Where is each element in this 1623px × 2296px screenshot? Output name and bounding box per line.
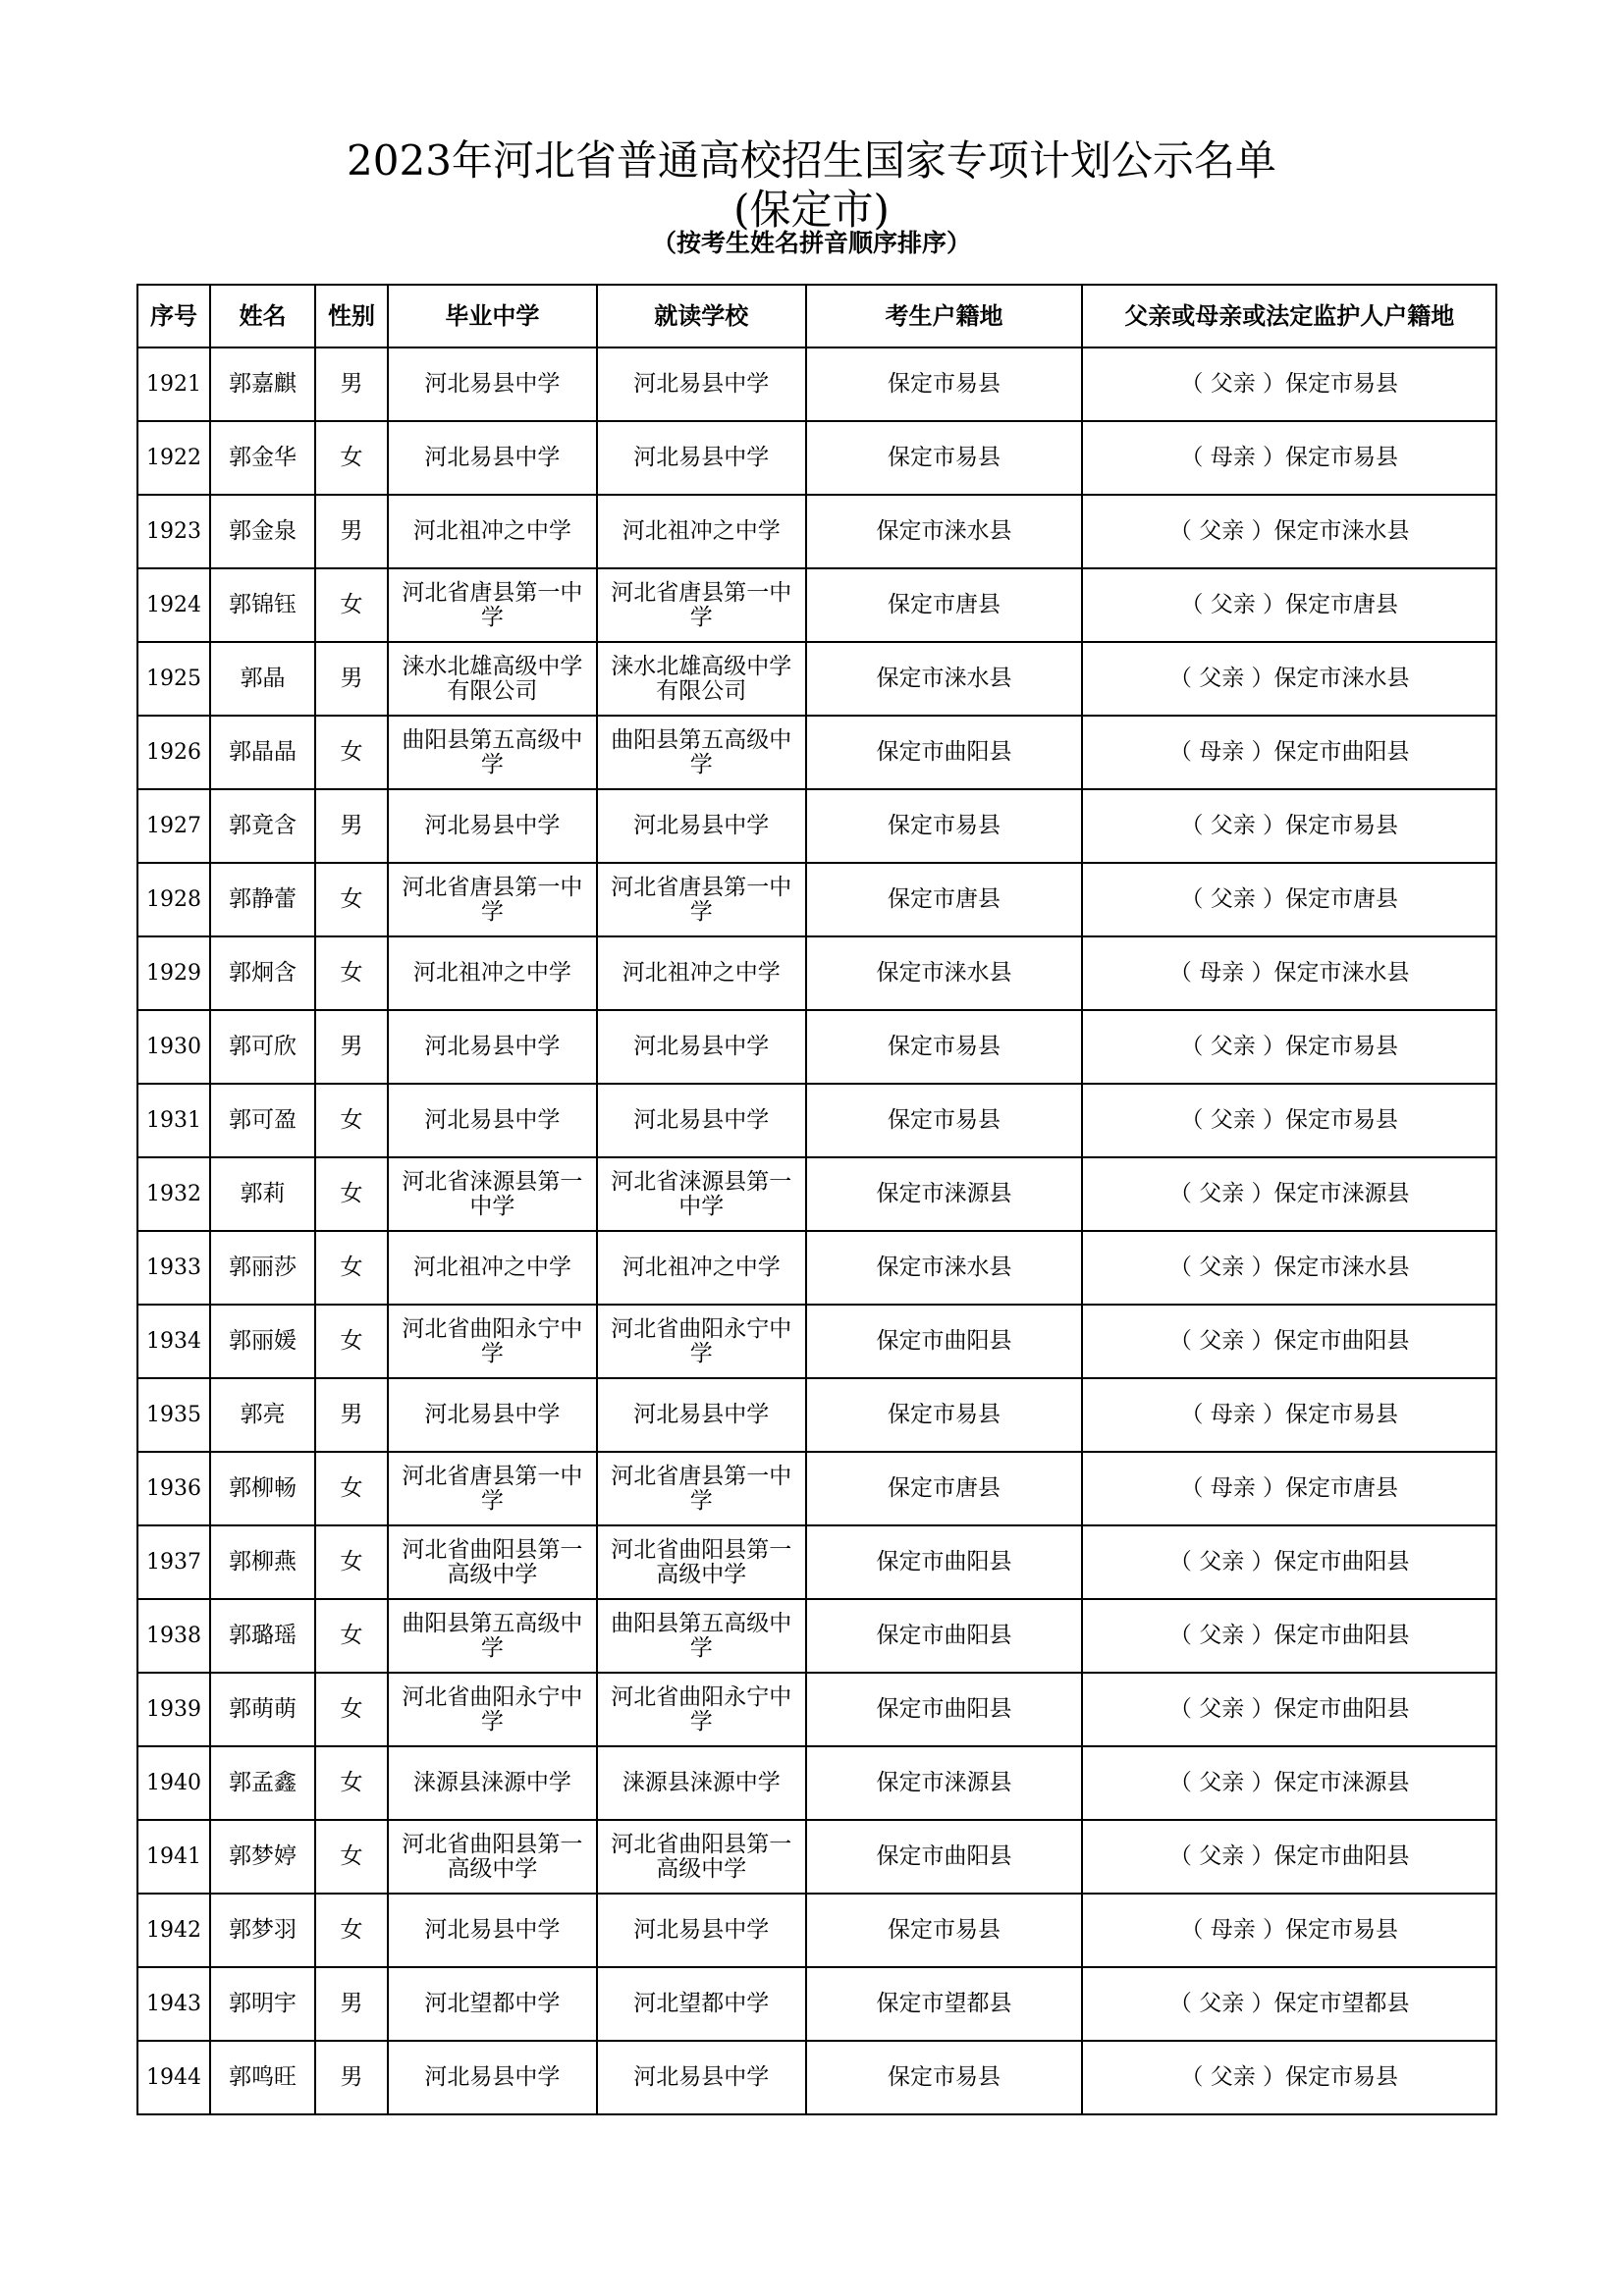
cell-gender: 女 [315,716,388,789]
cell-guardian-registration: （ 父亲 ）保定市涞水县 [1082,495,1496,568]
cell-name: 郭静蕾 [210,863,315,936]
cell-gender: 男 [315,789,388,863]
cell-name: 郭锦钰 [210,568,315,642]
cell-name: 郭晶 [210,642,315,716]
cell-current-school: 河北易县中学 [597,421,806,495]
page-subtitle: (保定市) [733,186,890,234]
cell-seq: 1928 [137,863,210,936]
cell-household-registration: 保定市易县 [806,789,1083,863]
cell-household-registration: 保定市易县 [806,1378,1083,1452]
cell-name: 郭亮 [210,1378,315,1452]
cell-name: 郭金泉 [210,495,315,568]
cell-gender: 男 [315,347,388,421]
header-seq: 序号 [137,285,210,347]
cell-graduated-school: 涞水北雄高级中学有限公司 [388,642,597,716]
cell-graduated-school: 河北易县中学 [388,1378,597,1452]
table-row [137,1599,1496,1673]
cell-gender: 男 [315,1010,388,1084]
cell-seq: 1921 [137,347,210,421]
cell-current-school: 河北易县中学 [597,1010,806,1084]
cell-current-school: 河北祖冲之中学 [597,1231,806,1305]
table-row [137,1378,1496,1452]
cell-guardian-registration: （ 父亲 ）保定市涞源县 [1082,1157,1496,1231]
cell-household-registration: 保定市涞水县 [806,1231,1083,1305]
cell-guardian-registration: （ 父亲 ）保定市唐县 [1082,863,1496,936]
cell-guardian-registration: （ 父亲 ）保定市曲阳县 [1082,1673,1496,1746]
cell-household-registration: 保定市曲阳县 [806,716,1083,789]
cell-household-registration: 保定市唐县 [806,863,1083,936]
table-row [137,347,1496,421]
sort-note: （按考生姓名拼音顺序排序） [651,229,971,257]
cell-gender: 男 [315,642,388,716]
cell-household-registration: 保定市涞水县 [806,936,1083,1010]
cell-seq: 1930 [137,1010,210,1084]
cell-seq: 1922 [137,421,210,495]
cell-name: 郭孟鑫 [210,1746,315,1820]
header-current-school: 就读学校 [597,285,806,347]
cell-household-registration: 保定市易县 [806,1084,1083,1157]
cell-guardian-registration: （ 父亲 ）保定市易县 [1082,1084,1496,1157]
cell-name: 郭丽媛 [210,1305,315,1378]
cell-household-registration: 保定市易县 [806,347,1083,421]
cell-guardian-registration: （ 父亲 ）保定市涞源县 [1082,1746,1496,1820]
cell-graduated-school: 河北易县中学 [388,789,597,863]
table-row [137,642,1496,716]
roster-table [136,284,1497,2115]
cell-household-registration: 保定市唐县 [806,1452,1083,1525]
cell-household-registration: 保定市易县 [806,421,1083,495]
cell-household-registration: 保定市涞水县 [806,642,1083,716]
table-row [137,568,1496,642]
cell-graduated-school: 河北省唐县第一中学 [388,568,597,642]
table-row [137,863,1496,936]
cell-guardian-registration: （ 母亲 ）保定市易县 [1082,421,1496,495]
cell-graduated-school: 河北祖冲之中学 [388,495,597,568]
cell-guardian-registration: （ 母亲 ）保定市曲阳县 [1082,716,1496,789]
cell-seq: 1923 [137,495,210,568]
cell-seq: 1931 [137,1084,210,1157]
cell-household-registration: 保定市易县 [806,1010,1083,1084]
cell-seq: 1932 [137,1157,210,1231]
cell-graduated-school: 河北省唐县第一中学 [388,1452,597,1525]
table-row [137,1525,1496,1599]
cell-gender: 女 [315,568,388,642]
cell-graduated-school: 河北易县中学 [388,2041,597,2114]
cell-gender: 女 [315,1525,388,1599]
header-graduated-school: 毕业中学 [388,285,597,347]
cell-graduated-school: 曲阳县第五高级中学 [388,1599,597,1673]
cell-seq: 1927 [137,789,210,863]
cell-household-registration: 保定市曲阳县 [806,1820,1083,1894]
table-row [137,495,1496,568]
cell-seq: 1940 [137,1746,210,1820]
header-name: 姓名 [210,285,315,347]
table-row [137,1084,1496,1157]
table-row [137,1305,1496,1378]
cell-gender: 女 [315,1231,388,1305]
cell-guardian-registration: （ 父亲 ）保定市涞水县 [1082,642,1496,716]
header-guardian-registration: 父亲或母亲或法定监护人户籍地 [1082,285,1496,347]
table-row [137,1010,1496,1084]
table-row [137,2041,1496,2114]
cell-name: 郭炯含 [210,936,315,1010]
cell-graduated-school: 河北祖冲之中学 [388,936,597,1010]
cell-household-registration: 保定市曲阳县 [806,1673,1083,1746]
cell-gender: 男 [315,1378,388,1452]
table-row [137,421,1496,495]
cell-gender: 女 [315,863,388,936]
cell-seq: 1938 [137,1599,210,1673]
cell-household-registration: 保定市涞水县 [806,495,1083,568]
cell-name: 郭可欣 [210,1010,315,1084]
cell-name: 郭嘉麒 [210,347,315,421]
cell-guardian-registration: （ 父亲 ）保定市涞水县 [1082,1231,1496,1305]
cell-household-registration: 保定市唐县 [806,568,1083,642]
cell-graduated-school: 河北易县中学 [388,1894,597,1967]
cell-household-registration: 保定市曲阳县 [806,1599,1083,1673]
cell-household-registration: 保定市易县 [806,1894,1083,1967]
table-row [137,1820,1496,1894]
cell-graduated-school: 河北易县中学 [388,421,597,495]
cell-household-registration: 保定市曲阳县 [806,1305,1083,1378]
cell-current-school: 河北省唐县第一中学 [597,1452,806,1525]
cell-gender: 女 [315,1894,388,1967]
cell-seq: 1926 [137,716,210,789]
cell-current-school: 河北省涞源县第一中学 [597,1157,806,1231]
table-row [137,936,1496,1010]
cell-name: 郭莉 [210,1157,315,1231]
cell-graduated-school: 河北易县中学 [388,1010,597,1084]
cell-graduated-school: 河北望都中学 [388,1967,597,2041]
cell-graduated-school: 涞源县涞源中学 [388,1746,597,1820]
cell-graduated-school: 河北省曲阳县第一高级中学 [388,1525,597,1599]
cell-gender: 女 [315,936,388,1010]
cell-guardian-registration: （ 父亲 ）保定市曲阳县 [1082,1599,1496,1673]
cell-guardian-registration: （ 父亲 ）保定市易县 [1082,789,1496,863]
cell-guardian-registration: （ 父亲 ）保定市唐县 [1082,568,1496,642]
cell-seq: 1934 [137,1305,210,1378]
cell-seq: 1924 [137,568,210,642]
cell-guardian-registration: （ 母亲 ）保定市涞水县 [1082,936,1496,1010]
table-body [137,347,1496,2114]
cell-guardian-registration: （ 母亲 ）保定市唐县 [1082,1452,1496,1525]
cell-household-registration: 保定市涞源县 [806,1746,1083,1820]
cell-name: 郭丽莎 [210,1231,315,1305]
cell-name: 郭晶晶 [210,716,315,789]
cell-current-school: 河北省曲阳永宁中学 [597,1673,806,1746]
cell-name: 郭柳畅 [210,1452,315,1525]
table-header-row [137,285,1496,347]
cell-current-school: 河北祖冲之中学 [597,495,806,568]
cell-seq: 1935 [137,1378,210,1452]
cell-guardian-registration: （ 母亲 ）保定市易县 [1082,1378,1496,1452]
cell-current-school: 涞源县涞源中学 [597,1746,806,1820]
cell-household-registration: 保定市易县 [806,2041,1083,2114]
cell-seq: 1933 [137,1231,210,1305]
cell-graduated-school: 河北省唐县第一中学 [388,863,597,936]
cell-gender: 男 [315,2041,388,2114]
cell-seq: 1936 [137,1452,210,1525]
cell-graduated-school: 河北易县中学 [388,1084,597,1157]
cell-current-school: 曲阳县第五高级中学 [597,1599,806,1673]
cell-current-school: 河北易县中学 [597,1084,806,1157]
cell-seq: 1943 [137,1967,210,2041]
cell-current-school: 河北易县中学 [597,2041,806,2114]
cell-name: 郭可盈 [210,1084,315,1157]
cell-gender: 男 [315,1967,388,2041]
cell-gender: 男 [315,495,388,568]
cell-name: 郭明宇 [210,1967,315,2041]
cell-name: 郭梦羽 [210,1894,315,1967]
cell-name: 郭梦婷 [210,1820,315,1894]
cell-seq: 1944 [137,2041,210,2114]
cell-graduated-school: 河北祖冲之中学 [388,1231,597,1305]
cell-guardian-registration: （ 父亲 ）保定市曲阳县 [1082,1305,1496,1378]
cell-current-school: 河北省曲阳县第一高级中学 [597,1525,806,1599]
cell-gender: 女 [315,1084,388,1157]
cell-current-school: 河北省曲阳县第一高级中学 [597,1820,806,1894]
cell-guardian-registration: （ 父亲 ）保定市曲阳县 [1082,1820,1496,1894]
cell-current-school: 河北易县中学 [597,789,806,863]
cell-current-school: 河北易县中学 [597,347,806,421]
table-row [137,1157,1496,1231]
cell-gender: 女 [315,1157,388,1231]
cell-guardian-registration: （ 母亲 ）保定市易县 [1082,1894,1496,1967]
table-row [137,1967,1496,2041]
cell-name: 郭金华 [210,421,315,495]
cell-seq: 1925 [137,642,210,716]
cell-seq: 1942 [137,1894,210,1967]
cell-name: 郭竟含 [210,789,315,863]
cell-graduated-school: 曲阳县第五高级中学 [388,716,597,789]
cell-gender: 女 [315,1305,388,1378]
cell-current-school: 河北省唐县第一中学 [597,863,806,936]
cell-seq: 1939 [137,1673,210,1746]
table-row [137,1452,1496,1525]
cell-household-registration: 保定市曲阳县 [806,1525,1083,1599]
header-household-registration: 考生户籍地 [806,285,1083,347]
cell-gender: 女 [315,1599,388,1673]
table-row [137,1894,1496,1967]
cell-graduated-school: 河北省涞源县第一中学 [388,1157,597,1231]
cell-seq: 1937 [137,1525,210,1599]
cell-graduated-school: 河北省曲阳永宁中学 [388,1305,597,1378]
table-row [137,716,1496,789]
cell-gender: 女 [315,1673,388,1746]
cell-graduated-school: 河北省曲阳永宁中学 [388,1673,597,1746]
cell-seq: 1929 [137,936,210,1010]
cell-current-school: 曲阳县第五高级中学 [597,716,806,789]
cell-name: 郭鸣旺 [210,2041,315,2114]
cell-guardian-registration: （ 父亲 ）保定市易县 [1082,2041,1496,2114]
cell-current-school: 河北省唐县第一中学 [597,568,806,642]
cell-graduated-school: 河北易县中学 [388,347,597,421]
cell-graduated-school: 河北省曲阳县第一高级中学 [388,1820,597,1894]
cell-name: 郭璐瑶 [210,1599,315,1673]
header-gender: 性别 [315,285,388,347]
cell-current-school: 河北望都中学 [597,1967,806,2041]
cell-current-school: 河北易县中学 [597,1378,806,1452]
table-row [137,1746,1496,1820]
cell-guardian-registration: （ 父亲 ）保定市望都县 [1082,1967,1496,2041]
table-row [137,1231,1496,1305]
cell-current-school: 涞水北雄高级中学有限公司 [597,642,806,716]
cell-current-school: 河北祖冲之中学 [597,936,806,1010]
cell-current-school: 河北省曲阳永宁中学 [597,1305,806,1378]
cell-name: 郭萌萌 [210,1673,315,1746]
cell-gender: 女 [315,1452,388,1525]
cell-current-school: 河北易县中学 [597,1894,806,1967]
cell-gender: 女 [315,1746,388,1820]
table-row [137,789,1496,863]
cell-household-registration: 保定市望都县 [806,1967,1083,2041]
cell-seq: 1941 [137,1820,210,1894]
cell-household-registration: 保定市涞源县 [806,1157,1083,1231]
cell-gender: 女 [315,421,388,495]
cell-gender: 女 [315,1820,388,1894]
cell-guardian-registration: （ 父亲 ）保定市易县 [1082,1010,1496,1084]
page-title: 2023年河北省普通高校招生国家专项计划公示名单 [347,136,1276,185]
table-row [137,1673,1496,1746]
cell-name: 郭柳燕 [210,1525,315,1599]
cell-guardian-registration: （ 父亲 ）保定市易县 [1082,347,1496,421]
cell-guardian-registration: （ 父亲 ）保定市曲阳县 [1082,1525,1496,1599]
